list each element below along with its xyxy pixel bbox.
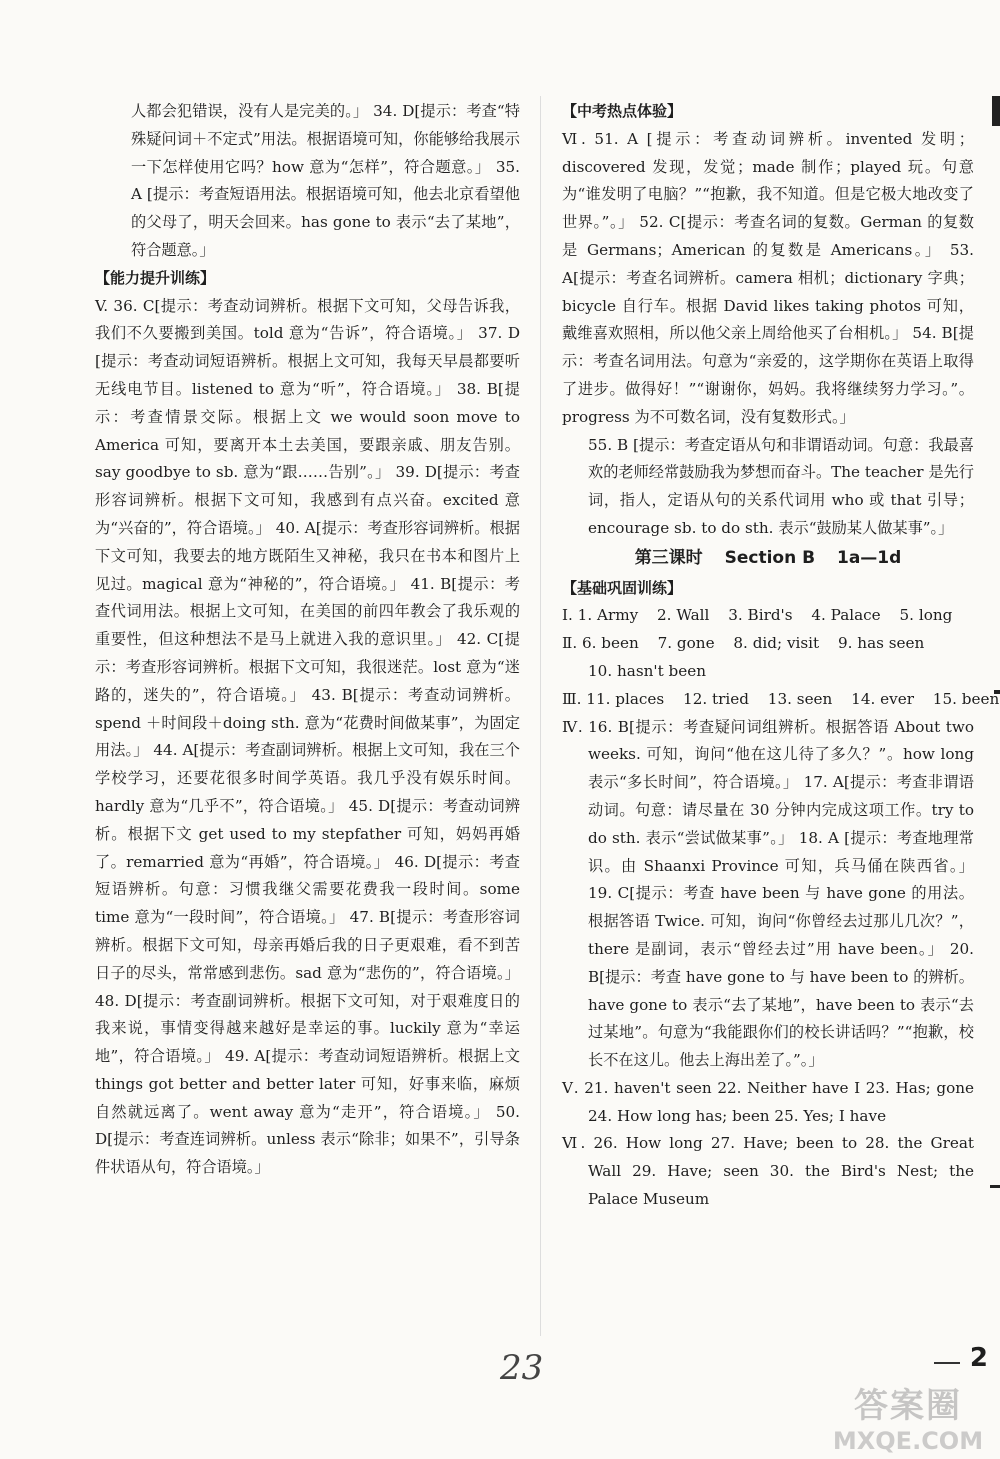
- answer-item: Ⅰ. 1. Army: [562, 606, 639, 625]
- answer-item: 13. seen: [767, 689, 833, 708]
- answer-item: 4. Palace: [811, 606, 881, 625]
- exercise-3-row: [562, 686, 1000, 714]
- answer-item: 3. Bird's: [728, 606, 793, 625]
- answer-item: Ⅱ. 6. been: [562, 634, 639, 653]
- answer-paragraph-part6b: Ⅵ. 26. How long 27. Have; been to 28. the Great Wall 29. Have; seen 30. the Bird's Nest; the Palace Museum: [562, 1134, 974, 1209]
- answer-paragraph-part4: Ⅳ. 16. B[提示：考查疑问词组辨析。根据答语 About two weeks. 可知，询问“他在这儿待了多久？”。how long 表示“多长时间”，符合语境。」 17. A[提示：考查非谓语动词。句意：请尽量在 30 分钟内完成这项工作。try to do sth. 表示“尝试做某事”。」 18. A [提示：考查地理常识。由 Shaanxi Province 可知，兵马俑在陕西省。」 19. C[提示：考查 have been 与 have gone 的用法。根据答语 Twice. 可知，询问“你曾经去过那儿几次？”，there 是副词，表示“曾经去过”用 have been。」 20. B[提示：考查 have gone to 与 have been to 的辨析。have gone to 表示“去了某地”，have been to 表示“去过某地”。句意为“我能跟你们的校长讲话吗？”“抱歉，校长不在这儿。他去上海出差了。”。」: [562, 717, 974, 1070]
- answer-paragraph-part5: V. 36. C[提示：考查动词辨析。根据下文可知，父母告诉我，我们不久要搬到美国。told 意为“告诉”，符合语境。」 37. D [提示：考查动词短语辨析。根据上文可知，我每天早晨都要听无线电节目。listened to 意为“听”，符合语境。」 38. B[提示：考查情景交际。根据上文 we would soon move to America 可知，要离开本土去美国，要跟亲戚、朋友告别。say goodbye to sb. 意为“跟……告别”。」 39. D[提示：考查形容词辨析。根据下文可知，我感到有点兴奋。excited 意为“兴奋的”，符合语境。」 40. A[提示：考查形容词辨析。根据下文可知，我要去的地方既陌生又神秘，我只在书本和图片上见过。magical 意为“神秘的”，符合语境。」 41. B[提示：考查代词用法。根据上文可知，在美国的前四年教会了我乐观的重要性，但这种想法不是马上就进入我的意识里。」 42. C[提示：考查形容词辨析。根据下文可知，我很迷茫。lost 意为“迷路的，迷失的”，符合语境。」 43. B[提示：考查动词辨析。spend ＋时间段＋doing sth. 意为“花费时间做某事”，为固定用法。」 44. A[提示：考查副词辨析。根据上文可知，我在三个学校学习，还要花很多时间学英语。我几乎没有娱乐时间。hardly 意为“几乎不”，符合语境。」 45. D[提示：考查动词辨析。根据下文 get used to my stepfather 可知，妈妈再婚了。remarried 意为“再婚”，符合语境。」 46. D[提示：考查短语辨析。句意：习惯我继父需要花费我一段时间。some time 意为“一段时间”，符合语境。」 47. B[提示：考查形容词辨析。根据下文可知，母亲再婚后我的日子更艰难，看不到苦日子的尽头，常常感到悲伤。sad 意为“悲伤的”，符合语境。」 48. D[提示：考查副词辨析。根据下文可知，对于艰难度日的我来说，事情变得越来越好是幸运的事。luckily 意为“幸运地”，符合语境。」 49. A[提示：考查动词短语辨析。根据上文 things got better and better later 可知，好事来临，麻烦自然就远离了。went away 意为“走开”，符合语境。」 50. D[提示：考查连词辨析。unless 表示“除非；如果不”，引导条件状语从句，符合语境。」: [95, 296, 520, 1177]
- answer-item: 5. long: [899, 606, 953, 625]
- answer-paragraph-part5b: Ⅴ. 21. haven't seen 22. Neither have I 23. Has; gone 24. How long has; been 25. Yes; I have: [562, 1078, 974, 1125]
- answer-item: 2. Wall: [657, 606, 710, 625]
- section-header-exam: 【中考热点体验】: [562, 102, 683, 120]
- column-divider: [540, 96, 541, 1336]
- lesson-label: 第三课时: [634, 547, 703, 568]
- exercise-2-row-2: 10. hasn't been: [588, 661, 706, 680]
- answer-paragraph-part6: Ⅵ. 51. A [提示：考查动词辨析。invented 发明；discovered 发现，发觉；made 制作；played 玩。句意为“谁发明了电脑？”“抱歉，我不知道。但是它极大地改变了世界。”。」 52. C[提示：考查名词的复数。German 的复数是 Germans；American 的复数是 Americans。」 53. A[提示：考查名词辨析。camera 相机；dictionary 字典；bicycle 自行车。根据 David likes taking photos 可知，戴维喜欢照相，所以他父亲上周给他买了台相机。」 54. B[提示：考查名词用法。句意为“亲爱的，这学期你在英语上取得了进步。做得好！”“谢谢你，妈妈。我将继续努力学习。”。progress 为不可数名词，没有复数形式。」: [562, 129, 974, 426]
- answer-item: 9. has seen: [837, 634, 925, 653]
- right-column: [562, 98, 1000, 1214]
- watermark-en: MXQE.COM: [832, 1427, 984, 1455]
- page-edge-mark: [992, 96, 1000, 126]
- section-header-ability: 【能力提升训练】: [95, 268, 216, 287]
- answer-paragraph-q55: 55. B [提示：考查定语从句和非谓语动词。句意：我最喜欢的老师经常鼓励我为梦想而奋斗。The teacher 是先行词，指人，定语从句的关系代词用 who 或 that 引导；encourage sb. to do sth. 表示“鼓励某人做某事”。」: [588, 435, 974, 537]
- handwritten-note: 23: [500, 1348, 544, 1388]
- watermark-cn: 答案圈: [854, 1386, 962, 1426]
- answer-item: 7. gone: [657, 634, 715, 653]
- watermark-logo: [824, 1378, 992, 1455]
- section-header-basic: 【基础巩固训练】: [562, 578, 683, 597]
- answer-item: Ⅲ. 11. places: [562, 689, 665, 708]
- lesson-title: [562, 545, 974, 573]
- exercise-2-row: [562, 630, 974, 658]
- left-column: [95, 98, 520, 1182]
- page-number: 2: [969, 1343, 988, 1373]
- answer-item: 15. been: [932, 689, 1000, 708]
- page-edge-mark: [990, 1185, 1000, 1188]
- answer-item: 14. ever: [851, 689, 914, 708]
- answer-item: 12. tried: [683, 689, 749, 708]
- exercise-1-row: [562, 602, 974, 630]
- section-range: 1a—1d: [837, 547, 902, 568]
- answer-paragraph-intro: 人都会犯错误，没有人是完美的。」 34. D[提示：考查“特殊疑问词＋不定式”用法。根据语境可知，你能够给我展示一下怎样使用它吗？how 意为“怎样”，符合题意。」 35. A [提示：考查短语用法。根据语境可知，他去北京看望他的父母了，明天会回来。has gone to 表示“去了某地”，符合题意。」: [131, 102, 520, 259]
- answer-item: 8. did; visit: [733, 634, 820, 653]
- section-label: Section B: [724, 547, 816, 568]
- page-number-dash: [934, 1362, 960, 1364]
